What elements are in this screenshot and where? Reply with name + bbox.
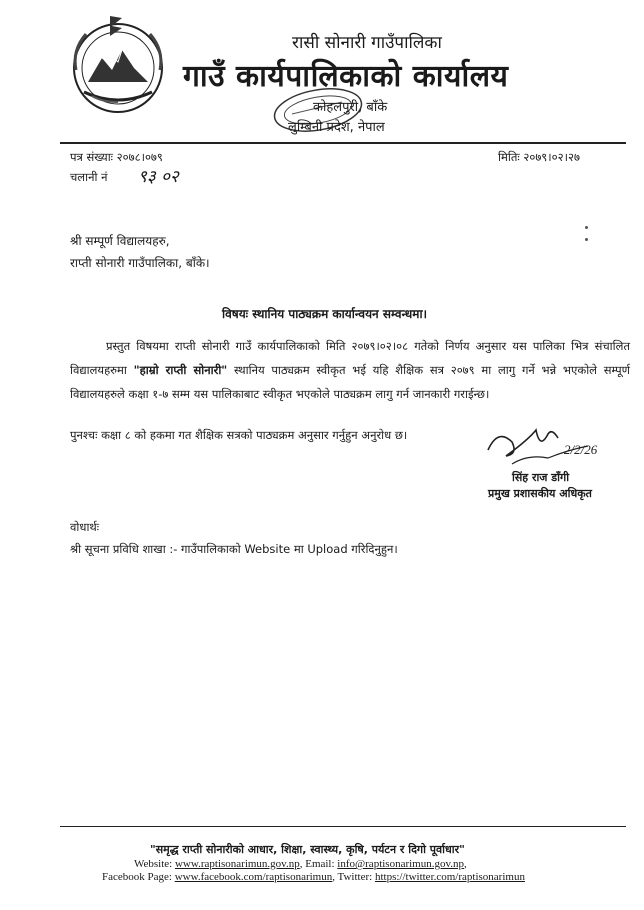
dispatch-number-handwritten: ९३ ०२ [138, 167, 179, 187]
website-label: Website: [134, 858, 175, 870]
letter-body [70, 334, 630, 406]
reference-number: पत्र संख्याः २०७८।०७९ [70, 150, 163, 164]
twitter-link[interactable]: https://twitter.com/raptisonarimun [374, 871, 525, 883]
cc-line: श्री सूचना प्रविधि शाखा :- गाउँपालिकाको Website मा Upload गरिदिनुहुन। [70, 542, 398, 556]
signature-icon [478, 420, 628, 470]
header-divider [60, 142, 626, 144]
footer-contact-line-2 [102, 871, 525, 883]
body-text-start: प्रस्तुत विषयमा राप्ती सोनारी गाउँ कार्यपालिकाको मिति २०७९।०२।०८ गतेको निर्णय अनुसार यस पालिका भित्र संचालित विद्यालयहरुमा [70, 339, 630, 377]
email-link[interactable]: info@raptisonarimun.gov.np [337, 858, 465, 870]
margin-mark [585, 226, 588, 229]
office-province: लुम्बिनी प्रदेश, नेपाल [288, 120, 385, 135]
letter-date: मितिः २०७९।०२।२७ [498, 150, 580, 164]
nepal-emblem-icon [62, 10, 174, 122]
facebook-link[interactable]: www.facebook.com/raptisonarimun [174, 871, 333, 883]
email-label: , Email: [299, 858, 338, 870]
letter-subject: विषयः स्थानिय पाठ्यक्रम कार्यान्वयन सम्वन्धमा। [222, 307, 428, 321]
footer-divider [60, 826, 626, 827]
office-title: गाउँ कार्यपालिकाको कार्यालय [183, 59, 509, 94]
postscript: पुनश्चः कक्षा ८ को हकमा गत शैक्षिक सत्रको पाठ्यक्रम अनुसार गर्नुहुन अनुरोध छ। [70, 428, 408, 442]
curriculum-name: "हाम्रो राप्ती सोनारी" [133, 363, 228, 377]
footer-contact-line-1 [134, 858, 467, 870]
margin-mark [585, 238, 588, 241]
twitter-label: , Twitter: [332, 871, 375, 883]
dispatch-number-label: चलानी नं [70, 170, 108, 184]
body-text-end: स्थानिय पाठ्यक्रम स्वीकृत भई यहि शैक्षिक सत्र २०७९ मा लागु गर्ने भन्ने भएकोले सम्पूर्ण विद्यालयहरुले कक्षा १-७ सम्म यस पालिकाबाट स्वीकृत भएकोले पाठ्यक्रम लागु गर्न जानकारी गराईन्छ। [70, 363, 631, 401]
recipient-line-1: श्री सम्पूर्ण विद्यालयहरु, [70, 234, 170, 248]
email-end: , [464, 858, 467, 870]
facebook-label: Facebook Page: [102, 871, 175, 883]
municipality-name: रासी सोनारी गाउँपालिका [292, 33, 442, 53]
signatory-title: प्रमुख प्रशासकीय अधिकृत [488, 487, 592, 500]
website-link[interactable]: www.raptisonarimun.gov.np [174, 858, 300, 870]
signatory-name: सिंह राज डाँगी [512, 471, 570, 484]
office-address: कोहलपुरी, बाँके [313, 100, 388, 115]
cc-label: वोधार्थः [70, 520, 100, 534]
recipient-line-2: राप्ती सोनारी गाउँपालिका, बाँके। [70, 256, 210, 270]
svg-text:2/2/26: 2/2/26 [564, 442, 598, 457]
footer-motto: "समृद्ध राप्ती सोनारीको आधार, शिक्षा, स्वास्थ्य, कृषि, पर्यटन र दिगो पूर्वाधार" [150, 843, 465, 856]
